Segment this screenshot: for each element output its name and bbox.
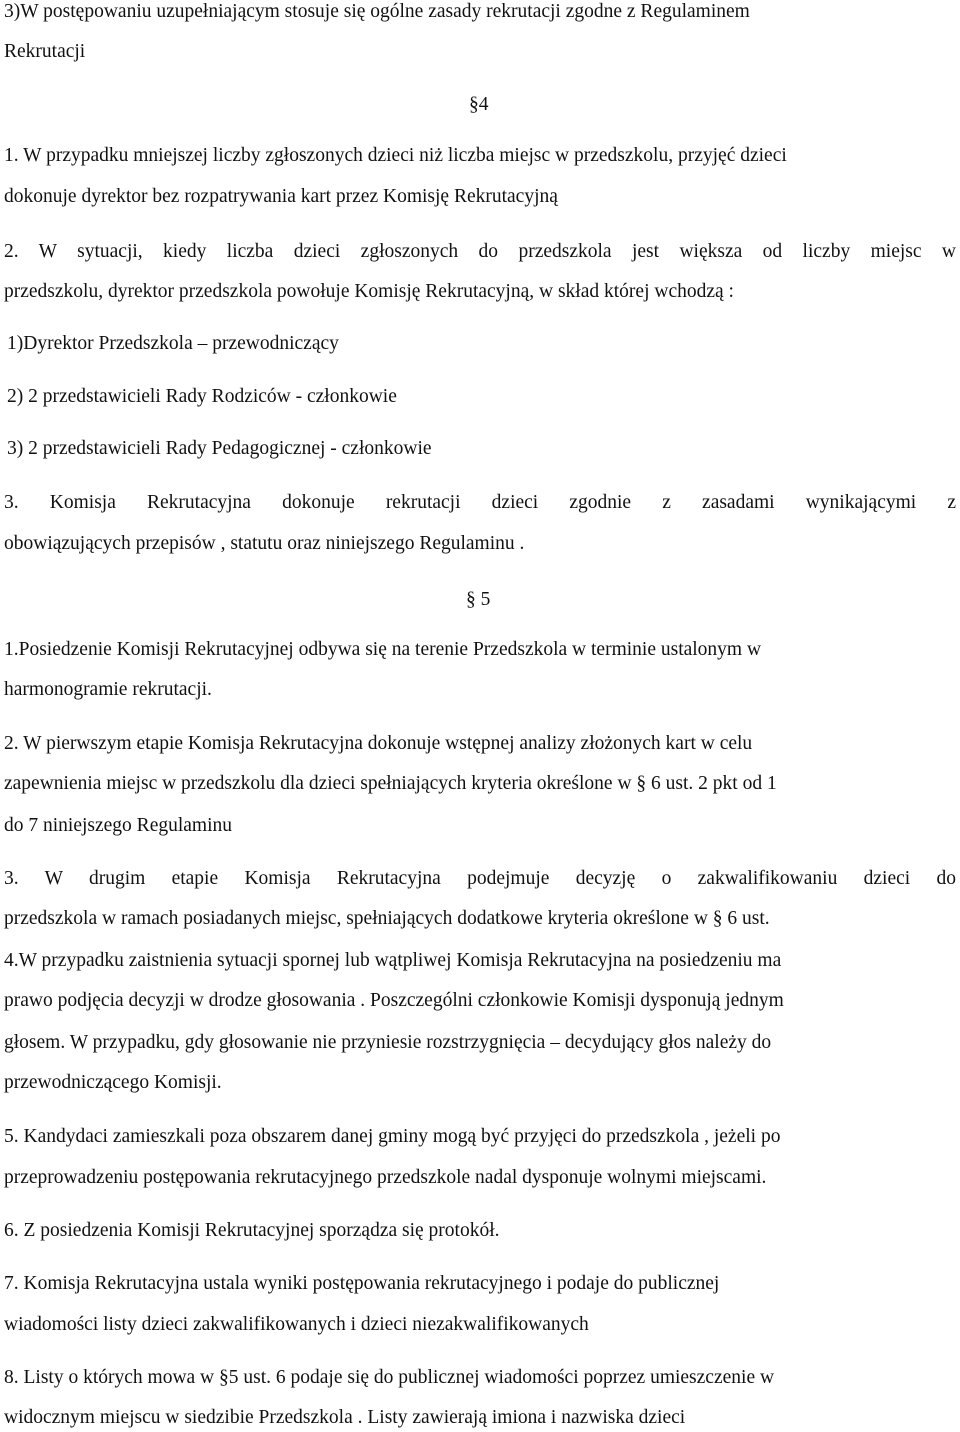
s5-paragraph-7-line-1: 7. Komisja Rekrutacyjna ustala wyniki postępowania rekrutacyjnego i podaje do publicznej — [4, 1273, 720, 1294]
committee-member-3: 3) 2 przedstawicieli Rady Pedagogicznej - członkowie — [7, 438, 432, 459]
s5-paragraph-4-line-1: 4.W przypadku zaistnienia sytuacji spornej lub wątpliwej Komisja Rekrutacyjna na posiedzeniu ma — [4, 950, 782, 971]
paragraph-3-line-2: Rekrutacji — [4, 41, 86, 62]
s4-paragraph-2-line-1: 2. W sytuacji, kiedy liczba dzieci zgłoszonych do przedszkola jest większa od liczby miejsc w — [4, 241, 956, 262]
s5-paragraph-8-line-1: 8. Listy o których mowa w §5 ust. 6 podaje się do publicznej wiadomości poprzez umieszczenie w — [4, 1367, 775, 1388]
s5-paragraph-4-line-3: głosem. W przypadku, gdy głosowanie nie przyniesie rozstrzygnięcia – decydujący głos należy do — [4, 1032, 772, 1053]
committee-member-2: 2) 2 przedstawicieli Rady Rodziców - członkowie — [7, 386, 397, 407]
s5-paragraph-2-line-1: 2. W pierwszym etapie Komisja Rekrutacyjna dokonuje wstępnej analizy złożonych kart w celu — [4, 733, 753, 754]
s4-paragraph-3-line-2: obowiązujących przepisów , statutu oraz niniejszego Regulaminu . — [4, 533, 525, 554]
s5-paragraph-1-line-2: harmonogramie rekrutacji. — [4, 679, 212, 700]
s5-paragraph-2-line-3: do 7 niniejszego Regulaminu — [4, 815, 233, 836]
s5-paragraph-5-line-2: przeprowadzeniu postępowania rekrutacyjnego przedszkole nadal dysponuje wolnymi miejscami. — [4, 1167, 767, 1188]
s5-paragraph-4-line-2: prawo podjęcia decyzji w drodze głosowania . Poszczególni członkowie Komisji dysponują jednym — [4, 990, 784, 1011]
s5-paragraph-3-line-1: 3. W drugim etapie Komisja Rekrutacyjna podejmuje decyzję o zakwalifikowaniu dzieci do — [4, 868, 956, 889]
s4-paragraph-1-line-1: 1. W przypadku mniejszej liczby zgłoszonych dzieci niż liczba miejsc w przedszkolu, przyjęć dzieci — [4, 145, 787, 166]
s4-paragraph-3-line-1: 3. Komisja Rekrutacyjna dokonuje rekrutacji dzieci zgodnie z zasadami wynikającymi z — [4, 492, 956, 513]
committee-member-1: 1)Dyrektor Przedszkola – przewodniczący — [7, 333, 339, 354]
s5-paragraph-5-line-1: 5. Kandydaci zamieszkali poza obszarem danej gminy mogą być przyjęci do przedszkola , jeżeli po — [4, 1126, 781, 1147]
section-5-heading: § 5 — [466, 589, 491, 610]
s4-paragraph-2-line-2: przedszkolu, dyrektor przedszkola powołuje Komisję Rekrutacyjną, w skład której wchodzą : — [4, 281, 734, 302]
s5-paragraph-4-line-4: przewodniczącego Komisji. — [4, 1072, 222, 1093]
s4-paragraph-1-line-2: dokonuje dyrektor bez rozpatrywania kart przez Komisję Rekrutacyjną — [4, 186, 558, 207]
paragraph-3-line-1: 3)W postępowaniu uzupełniającym stosuje się ogólne zasady rekrutacji zgodne z Regulaminem — [4, 1, 750, 22]
s5-paragraph-2-line-2: zapewnienia miejsc w przedszkolu dla dzieci spełniających kryteria określone w § 6 ust. 2 pkt od 1 — [4, 773, 777, 794]
s5-paragraph-8-line-2: widocznym miejscu w siedzibie Przedszkola . Listy zawierają imiona i nazwiska dzieci — [4, 1407, 686, 1428]
section-4-heading: §4 — [469, 94, 489, 115]
s5-paragraph-3-line-2: przedszkola w ramach posiadanych miejsc, spełniających dodatkowe kryteria określone w § 6 ust. — [4, 908, 770, 929]
s5-paragraph-6-line-1: 6. Z posiedzenia Komisji Rekrutacyjnej sporządza się protokół. — [4, 1220, 500, 1241]
s5-paragraph-7-line-2: wiadomości listy dzieci zakwalifikowanych i dzieci niezakwalifikowanych — [4, 1314, 589, 1335]
s5-paragraph-1-line-1: 1.Posiedzenie Komisji Rekrutacyjnej odbywa się na terenie Przedszkola w terminie ustalonym w — [4, 639, 762, 660]
